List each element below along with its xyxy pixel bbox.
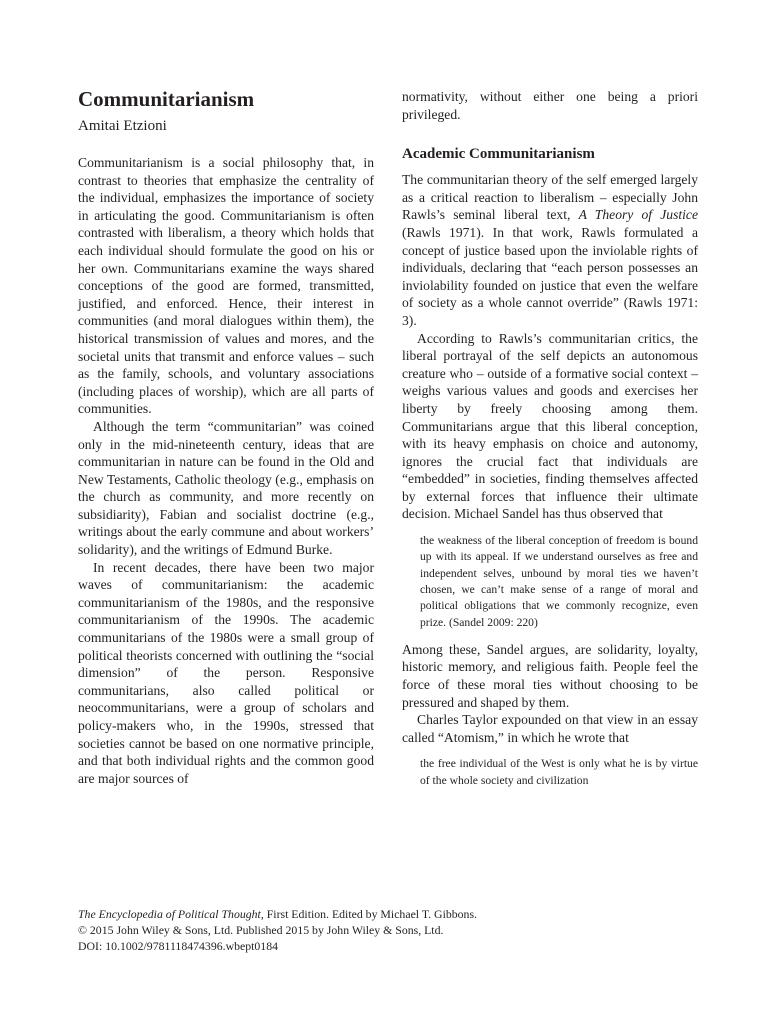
left-column (78, 86, 374, 787)
paragraph: The communitarian theory of the self emerged largely as a critical reaction to liberalism – especially John Rawls’s seminal liberal text, A Theory of Justice (Rawls 1971). In that work, Rawls formulated a concept of justice based upon the inviolable rights of individuals, declaring that “each person possesses an inviolability founded on justice that even the welfare of society as a whole cannot override” (Rawls 1971: 3). (402, 172, 698, 328)
book-title-italic: A Theory of Justice (578, 207, 698, 223)
paragraph: Among these, Sandel argues, are solidarity, loyalty, historic memory, and religious faith. People feel the force of these moral ties without choosing to be pressured and shaped by them. (402, 641, 698, 710)
doi-line: DOI: 10.1002/9781118474396.wbept0184 (78, 939, 278, 953)
paragraph: Communitarianism is a social philosophy that, in contrast to theories that emphasize the centrality of the individual, emphasizes the importance of society in articulating the good. Communitarianism is often contrasted with liberalism, a theory which holds that each individual should formulate the good on his or her own. Communitarians examine the ways shared conceptions of the good are formed, transmitted, justified, and enforced. Hence, their interest in communities (and moral dialogues within them), the historical transmission of values and mores, and the societal units that transmit and enforce values – such as the family, schools, and voluntary associations (including places of worship), which are all parts of communities. (78, 155, 374, 417)
paragraph: In recent decades, there have been two major waves of communitarianism: the academic communitarianism of the 1980s, and the responsive communitarianism of the 1990s. The academic communitarians of the 1980s were a small group of political theorists concerned with outlining the “social dimension” of the person. Responsive communitarians, also called political or neocommunitarians, were a group of scholars and policy-makers who, in the 1990s, stressed that societies cannot be based on one normative principle, and that both individual rights and the common good are major sources of (78, 559, 374, 786)
article-author: Amitai Etzioni (78, 118, 167, 134)
article-title: Communitarianism (78, 87, 255, 111)
section-heading: Academic Communitarianism (402, 146, 595, 163)
citation-line: The Encyclopedia of Political Thought, First Edition. Edited by Michael T. Gibbons. (78, 907, 477, 921)
right-column (402, 86, 698, 789)
paragraph: Although the term “communitarian” was coined only in the mid-nineteenth century, ideas that are communitarian in nature can be found in the Old and New Testaments, Catholic theology (e.g., emphasis on the church as community, and more recently on subsidiarity), Fabian and socialist doctrine (e.g., writings about the early commune and about workers’ solidarity), and the writings of Edmund Burke. (78, 418, 374, 558)
block-quote: the weakness of the liberal conception of freedom is bound up with its appeal. If we understand ourselves as free and independent selves, unbound by moral ties we haven’t chosen, we can’t make sense of a range of moral and political obligations that we commonly recognize, even prize. (Sandel 2009: 220) (420, 534, 698, 629)
encyclopedia-title: The Encyclopedia of Political Thought (78, 907, 261, 921)
block-quote: the free individual of the West is only what he is by virtue of the whole society and civilization (420, 757, 698, 787)
paragraph: Charles Taylor expounded on that view in an essay called “Atomism,” in which he wrote that (402, 712, 698, 745)
paragraph: According to Rawls’s communitarian critics, the liberal portrayal of the self depicts an autonomous creature who – outside of a formative social context – weighs various values and goods and exercises her liberty by freely choosing among them. Communitarians argue that this liberal conception, with its heavy emphasis on choice and autonomy, ignores the crucial fact that individuals are “embedded” in societies, finding themselves affected by external forces that influence their ultimate decision. Michael Sandel has thus observed that (402, 330, 698, 522)
copyright-line: © 2015 John Wiley & Sons, Ltd. Published 2015 by John Wiley & Sons, Ltd. (78, 923, 444, 937)
paragraph-continuation: normativity, without either one being a priori privileged. (402, 89, 698, 122)
page-footer (78, 906, 477, 954)
